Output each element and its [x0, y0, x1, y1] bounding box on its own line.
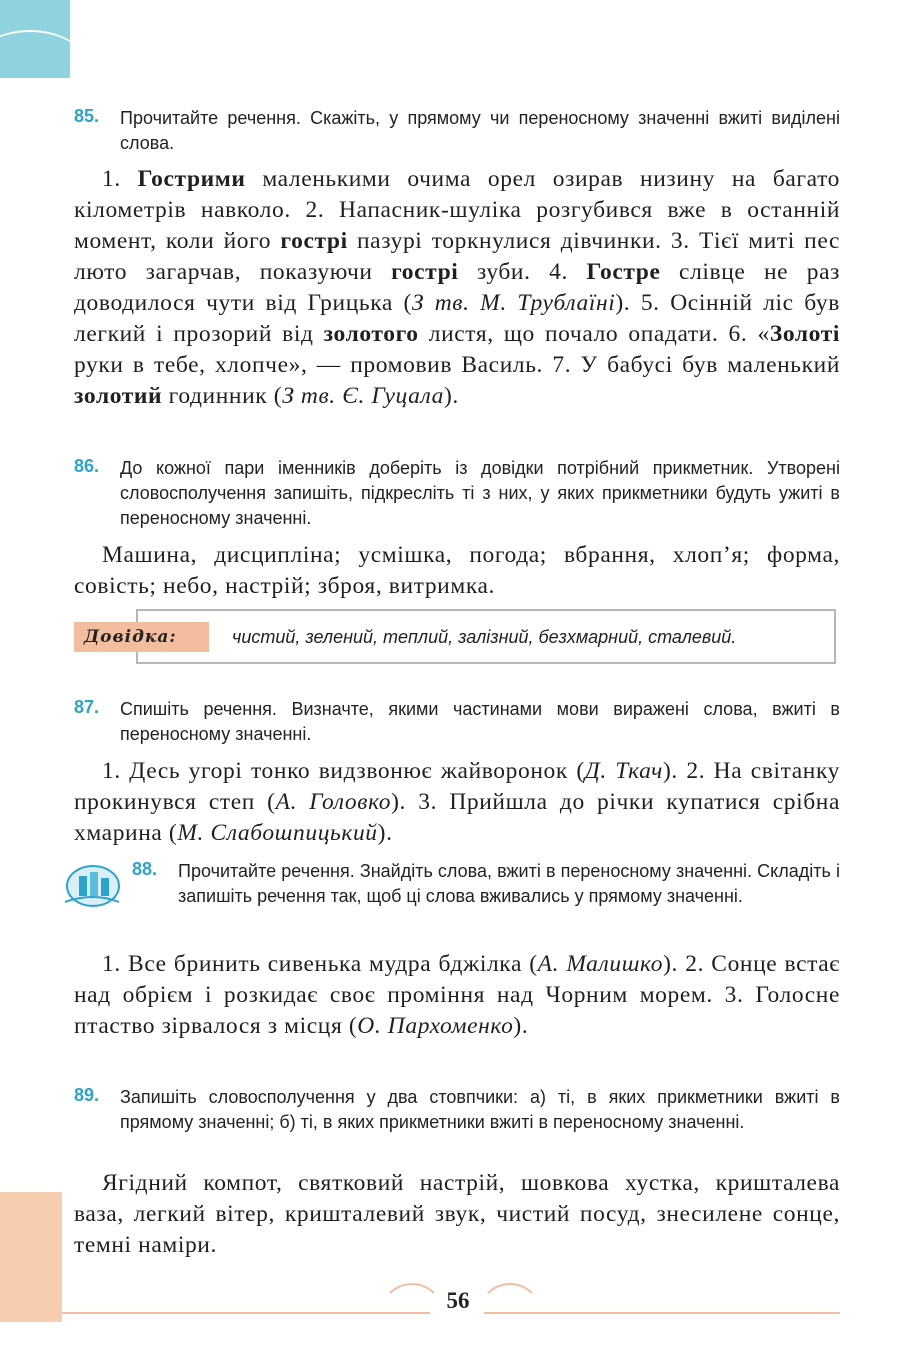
footer-line-left — [62, 1312, 430, 1314]
corner-decoration-arc — [0, 30, 90, 112]
task-number: 85. — [74, 106, 100, 126]
task-instruction: До кожної пари іменників доберіть із довідки потрібний прикметник. Утворені словосполучення запишіть, підкресліть ті з них, у яких прикметники будуть ужиті в переносному значенні. — [120, 458, 840, 528]
task-instruction: Прочитайте речення. Скажіть, у прямому чи переносному значенні вжиті виділені слова. — [120, 108, 840, 153]
task-instruction: Спишіть речення. Визначте, якими частинами мови виражені слова, вжиті в переносному значенні. — [120, 699, 840, 744]
footer-arc-right — [478, 1283, 542, 1347]
page-number: 56 — [446, 1288, 470, 1313]
exercise-text-85: 1. Гострими маленькими очима орел озирав низину на багато кілометрів навколо. 2. Напасник-шуліка розгубився вже в останній момент, коли його гострі пазурі торкнулися дівчинки. 3. Тієї миті пес люто загарчав, показуючи гострі зуби. 4. Гостре слівце не раз доводилося чути від Грицька (З тв. М. Трублаїні). 5. Осінній ліс був легкий і прозорий від золотого листя, що почало опадати. 6. «Золоті руки в тебе, хлопче», — промовив Василь. 7. У бабусі був маленький золотий годинник (З тв. Є. Гуцала). — [74, 166, 841, 409]
corner-decoration-peach — [0, 1192, 62, 1322]
footer-arc-left — [380, 1283, 444, 1347]
task-88 — [132, 859, 840, 909]
exercise-text-88: 1. Все бринить сивенька мудра бджілка (А. Малишко). 2. Сонце встає над обрієм і розкидає своє проміння над Чорним морем. 3. Голосне птаство зірвалося з місця (О. Пархоменко). — [74, 951, 840, 1039]
task-86 — [74, 456, 840, 531]
task-85 — [74, 106, 840, 156]
hint-label: Довідка: — [74, 622, 209, 652]
task-89 — [74, 1085, 840, 1135]
task-number: 88. — [132, 859, 158, 879]
task-87 — [74, 697, 840, 747]
exercise-text-87: 1. Десь угорі тонко видзвонює жайворонок (Д. Ткач). 2. На світанку прокинувся степ (А. Головко). 3. Прийшла до річки купатися срібна хмарина (М. Слабошпицький). — [74, 758, 840, 846]
exercise-text-89: Ягідний компот, святковий настрій, шовкова хустка, кришталева ваза, легкий вітер, кришталевий звук, чистий посуд, знесилене сонце, темні наміри. — [74, 1170, 840, 1258]
task-instruction: Запишіть словосполучення у два стовпчики: а) ті, в яких прикметники вжиті в прямому значенні; б) ті, в яких прикметники вжиті в переносному значенні. — [120, 1087, 840, 1132]
group-work-icon — [63, 862, 121, 910]
task-instruction: Прочитайте речення. Знайдіть слова, вжиті в переносному значенні. Складіть і запишіть речення так, щоб ці слова вживались у прямому значенні. — [178, 861, 840, 906]
hint-text: чистий, зелений, теплий, залізний, безхмарний, сталевий. — [232, 627, 737, 647]
exercise-text-86: Машина, дисципліна; усмішка, погода; вбрання, хлоп’я; форма, совість; небо, настрій; зброя, витримка. — [74, 542, 840, 599]
task-number: 86. — [74, 456, 100, 476]
task-number: 87. — [74, 697, 100, 717]
task-number: 89. — [74, 1085, 100, 1105]
